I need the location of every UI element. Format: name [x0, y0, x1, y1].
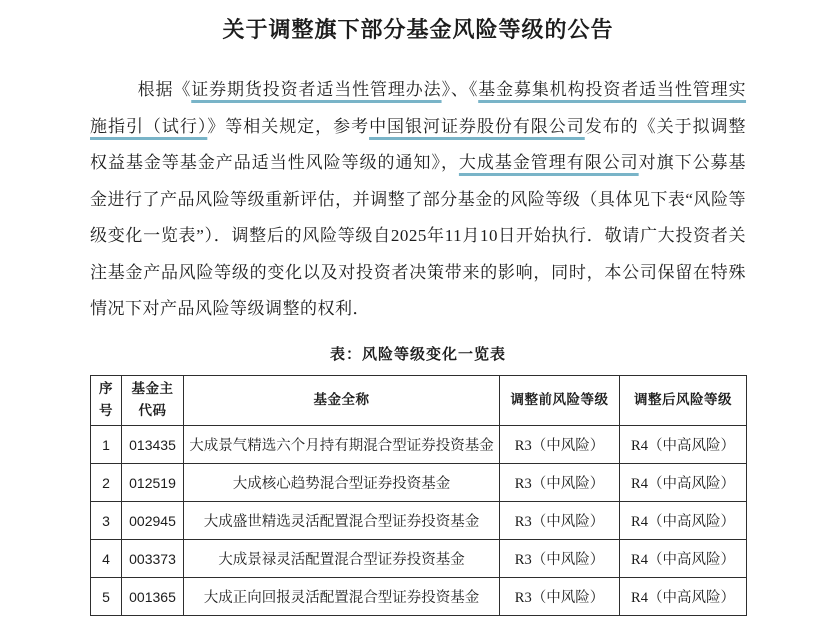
header-risk-before: 调整前风险等级 — [500, 375, 620, 426]
cell-no: 5 — [91, 578, 122, 616]
table-row — [91, 540, 747, 578]
cell-fund-name: 大成核心趋势混合型证券投资基金 — [184, 464, 500, 502]
cell-no: 2 — [91, 464, 122, 502]
cell-risk-before: R3（中风险） — [500, 578, 620, 616]
underlined-reference: 基金募集机构投资者适当性管理实施指引（试行） — [90, 80, 747, 136]
table-row — [91, 502, 747, 540]
paragraph-text: 根据《 — [137, 80, 192, 99]
cell-no: 4 — [91, 540, 122, 578]
cell-fund-name: 大成盛世精选灵活配置混合型证券投资基金 — [184, 502, 500, 540]
table-caption: 表：风险等级变化一览表 — [329, 346, 506, 363]
cell-fund-name: 大成景禄灵活配置混合型证券投资基金 — [184, 540, 500, 578]
cell-risk-after: R4（中高风险） — [620, 540, 747, 578]
paragraph-text: 对旗下公募基金进行了产品风险等级重新评估，并调整了部分基金的风险等级（具体见下表“风险等级变化一览表”）．调整后的风险等级自2025年11月10日开始执行．敬请广大投资者关注基金产品风险等级的变化以及对投资者决策带来的影响，同时，本公司保留在特殊情况下对产品风险等级调整的权利． — [90, 153, 747, 318]
cell-risk-before: R3（中风险） — [500, 426, 620, 464]
cell-fund-code: 003373 — [122, 540, 184, 578]
table-header-row — [91, 375, 747, 426]
header-fund-name: 基金全称 — [184, 375, 500, 426]
header-fund-code: 基金主代码 — [122, 375, 184, 426]
cell-risk-after: R4（中高风险） — [620, 426, 747, 464]
underlined-reference: 大成基金管理有限公司 — [458, 153, 639, 172]
paragraph-text: 发布的《关于拟调整权益基金等基金产品适当性风险等级的通知》， — [90, 116, 747, 172]
cell-fund-name: 大成景气精选六个月持有期混合型证券投资基金 — [184, 426, 500, 464]
header-risk-after: 调整后风险等级 — [620, 375, 747, 426]
cell-fund-name: 大成正向回报灵活配置混合型证券投资基金 — [184, 578, 500, 616]
header-no: 序号 — [91, 375, 122, 426]
table-row — [91, 578, 747, 616]
underlined-reference: 证券期货投资者适当性管理办法 — [191, 80, 442, 99]
page-title: 关于调整旗下部分基金风险等级的公告 — [222, 17, 614, 42]
cell-no: 3 — [91, 502, 122, 540]
cell-risk-before: R3（中风险） — [500, 540, 620, 578]
cell-no: 1 — [91, 426, 122, 464]
cell-risk-after: R4（中高风险） — [620, 502, 747, 540]
cell-fund-code: 001365 — [122, 578, 184, 616]
cell-risk-before: R3（中风险） — [500, 464, 620, 502]
announcement-paragraph — [90, 72, 746, 328]
cell-risk-after: R4（中高风险） — [620, 578, 747, 616]
risk-level-table — [90, 375, 747, 617]
paragraph-text: 》、《 — [441, 80, 479, 99]
cell-fund-code: 002945 — [122, 502, 184, 540]
cell-fund-code: 012519 — [122, 464, 184, 502]
cell-risk-after: R4（中高风险） — [620, 464, 747, 502]
table-row — [91, 426, 747, 464]
table-row — [91, 464, 747, 502]
cell-risk-before: R3（中风险） — [500, 502, 620, 540]
underlined-reference: 中国银河证券股份有限公司 — [369, 116, 585, 136]
paragraph-text: 》等相关规定，参考 — [207, 116, 370, 136]
cell-fund-code: 013435 — [122, 426, 184, 464]
